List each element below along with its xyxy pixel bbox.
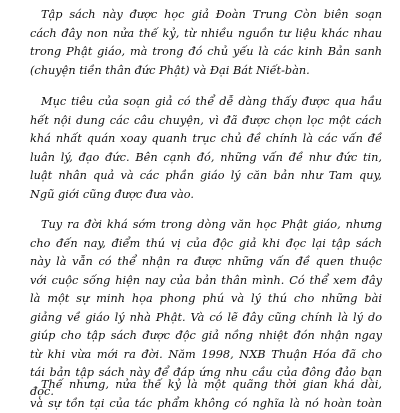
text-line: Ngũ giới cũng được đưa vào. bbox=[0, 186, 400, 205]
text-line: này là vẫn có thể nhận ra được những vấn đề quen thuộc bbox=[0, 253, 400, 272]
text-line: luật nhân quả và các phần giáo lý căn bản như Tam quy, bbox=[0, 167, 400, 186]
text-line: Mục tiêu của soạn giả có thể dễ dàng thấy được qua hầu bbox=[0, 93, 400, 112]
text-line: là một sự minh họa phong phú và lý thú cho những bài bbox=[0, 290, 400, 309]
text-line: tái bản tập sách này để đáp ứng nhu cầu của đông đảo bạn bbox=[0, 364, 400, 383]
text-line: giúp cho tập sách được độc giả nồng nhiệt đón nhận ngay bbox=[0, 327, 400, 346]
text-line: Tập sách này được học giả Đoàn Trung Còn biên soạn bbox=[0, 6, 400, 25]
text-line: giảng về giáo lý nhà Phật. Và có lẽ đây cũng chính là lý do bbox=[0, 309, 400, 328]
paragraph-4 bbox=[0, 376, 400, 413]
text-line: với cuộc sống hiện nay của bản thân mình. Có thể xem đây bbox=[0, 272, 400, 291]
text-line: và sự tồn tại của tác phẩm không có nghĩa là nó hoàn toàn bbox=[0, 395, 400, 413]
text-line: đọc. bbox=[0, 383, 400, 402]
text-line: Thế nhưng, nửa thế kỷ là một quãng thời gian khá dài, bbox=[0, 376, 400, 395]
paragraph-2 bbox=[0, 93, 400, 204]
text-line: từ khi vừa mới ra đời. Năm 1998, NXB Thuận Hóa đã cho bbox=[0, 346, 400, 365]
text-line: (chuyện tiền thân đức Phật) và Đại Bát Niết-bàn. bbox=[0, 62, 400, 81]
text-line: Tuy ra đời khá sớm trong dòng văn học Phật giáo, nhưng bbox=[0, 216, 400, 235]
text-line: khá nhất quán xoay quanh trục chủ đề chính là các vấn đề bbox=[0, 130, 400, 149]
paragraph-1 bbox=[0, 6, 400, 80]
text-line: trong Phật giáo, mà trong đó chủ yếu là các kinh Bản sanh bbox=[0, 43, 400, 62]
text-line: cách đây non nửa thế kỷ, từ nhiều nguồn tư liệu khác nhau bbox=[0, 25, 400, 44]
text-line: hết nội dung các câu chuyện, vì đã được chọn lọc một cách bbox=[0, 112, 400, 131]
paragraph-3 bbox=[0, 216, 400, 401]
text-line: cho đến nay, điểm thú vị của độc giả khi đọc lại tập sách bbox=[0, 235, 400, 254]
text-line: luân lý, đạo đức. Bên cạnh đó, những vấn đề như đức tin, bbox=[0, 149, 400, 168]
